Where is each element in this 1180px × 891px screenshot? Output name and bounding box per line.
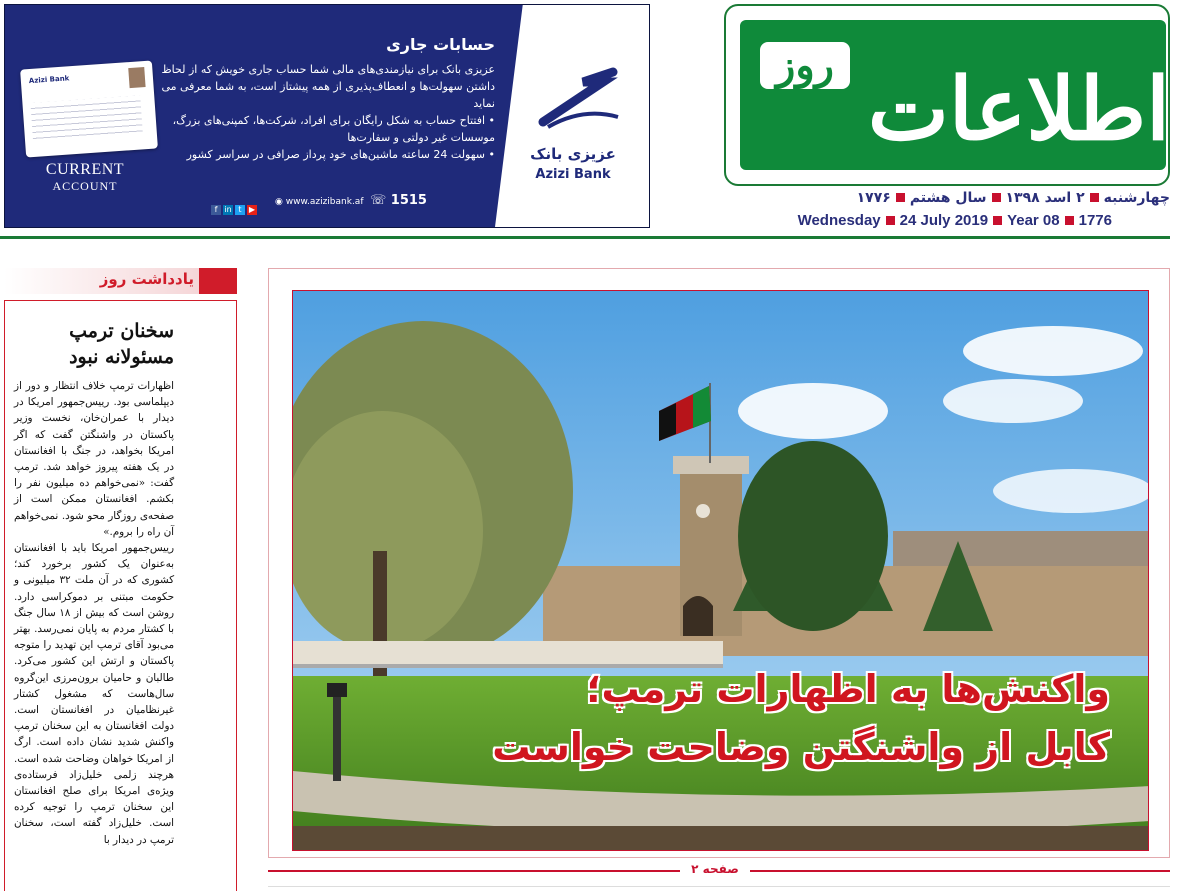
lead-headline[interactable] (470, 660, 1110, 776)
twitter-icon[interactable]: t (235, 205, 245, 215)
separator-square (1065, 216, 1074, 225)
separator-square (1090, 193, 1099, 202)
year-fa: سال هشتم (909, 190, 987, 206)
editorial-title[interactable]: سخنان ترمپ مسئولانه نبود (69, 320, 174, 368)
ad-body-line: • افتتاح حساب به شکل رایگان برای افراد، شرکت‌ها، کمپنی‌های بزرگ، موسسات غیر دولتی و سفارت‌ها (172, 114, 495, 144)
ad-social-icons (211, 197, 259, 216)
azizi-bank-logo-icon (523, 67, 633, 137)
ad-account-label: ACCOUNT (52, 179, 118, 193)
ad-brand-en: Azizi Bank (535, 167, 611, 182)
editorial-body (14, 378, 174, 848)
editorial-paragraph: اظهارات ترمپ خلاف انتظار و دور از دیپلماسی بود. رییس‌جمهور امریکا در دیدار با عمران‌خان، نخست وزیر پاکستان در واشنگتن گفت که اگر امریکا بخواهد، در جنگ با افغانستان در یک هفته پیروز خواهد شد. ترمپ گفت: «نمی‌خواهم ده میلیون نفر را بکشم. افغانستان ممکن است از صفحه‌ی روزگار محو شود. نمی‌خواهم آن راه را بروم.» (14, 380, 174, 538)
issue-en: 1776 (1078, 212, 1112, 229)
ad-website-text: www.azizibank.af (285, 197, 364, 207)
card-bank-name: Azizi Bank (28, 74, 70, 86)
year-en: Year 08 (1007, 212, 1060, 229)
ad-body (155, 61, 495, 163)
date-line-english (790, 212, 1112, 229)
separator-square (993, 216, 1002, 225)
linkedin-icon[interactable]: in (224, 205, 232, 214)
bank-card-image (20, 61, 158, 158)
newspaper-name: اطلاعات (867, 59, 1170, 160)
newspaper-masthead (724, 4, 1170, 186)
azizi-bank-advertisement[interactable] (4, 4, 650, 228)
ad-body-line: • سهولت 24 ساعته ماشین‌های خود پرداز صرافی در سراسر کشور (186, 148, 495, 161)
separator-square (992, 193, 1001, 202)
newspaper-name-ruz: روز (760, 42, 850, 89)
separator-square (896, 193, 905, 202)
lead-headline-line1: واکنش‌ها به اظهارات ترمپ؛ (586, 667, 1110, 711)
lead-headline-line2: کابل از واشنگتن وضاحت خواست (492, 725, 1110, 769)
separator-square (886, 216, 895, 225)
ad-title: حسابات جاری (386, 35, 495, 54)
ad-brand-fa: عزیزی بانک (530, 145, 616, 163)
masthead-logo-bg (740, 20, 1170, 170)
date-en: 24 July 2019 (899, 212, 989, 229)
editorial-paragraph: رییس‌جمهور امریکا باید با افغانستان به‌عنوان یک کشور برخورد کند؛ کشوری که در آن ملت ۳۲ میلیونی و حکومت مبتنی بر دموکراسی دارد. روشن است که بیش از ۱۸ سال جنگ با کشتار مردم به پایان نمی‌رسد. بهتر می‌بود آقای ترمپ این تهدید را متوجه پاکستان و ارتش این کشور می‌کرد. طالبان و حامیان برون‌مرزی این‌گروه سال‌هاست که مشغول کشتار غیرنظامیان در افغانستان است. دولت افغانستان به این سخنان ترمپ واکنش شدید نشان داده است. ارگ از امریکا خواهان وضاحت شده است. هرچند زلمی خلیل‌زاد فرستاده‌ی ویژه‌ی امریکا برای صلح افغانستان این سخنان ترمپ را توجیه کرده است. خلیل‌زاد گفته است، سخنان ترمپ در دیدار با (14, 542, 175, 846)
youtube-icon[interactable]: ▶ (248, 205, 256, 214)
ad-body-line: عزیزی بانک برای نیازمندی‌های مالی شما حساب جاری خویش که از لحاظ داشتن سهولت‌ها و انعطاف‌پذیری از همه پیشتاز است، به شما معرفی می نماید (161, 63, 495, 110)
weekday-fa: چهارشنبه (1103, 190, 1170, 206)
column-header-accent (199, 268, 237, 294)
card-photo (128, 67, 145, 88)
facebook-icon[interactable]: f (211, 205, 221, 215)
ad-website-link[interactable]: ◉ www.azizibank.af (275, 197, 364, 207)
page-reference-link[interactable]: صفحه ۲ (680, 862, 750, 876)
ad-current-label: CURRENT (45, 161, 125, 178)
phone-icon: ☏ (370, 193, 387, 208)
ad-phone-number: 1515 (390, 193, 427, 208)
card-fields (30, 95, 143, 143)
issue-fa: ۱۷۷۶ (856, 190, 891, 206)
header-divider (0, 236, 1170, 239)
bottom-divider (268, 886, 1170, 887)
column-header-label: یادداشت روز (99, 270, 194, 288)
date-fa: ۲ اسد ۱۳۹۸ (1005, 190, 1085, 206)
ad-phone (370, 193, 427, 208)
weekday-en: Wednesday (797, 212, 881, 229)
date-line-persian (790, 190, 1170, 206)
